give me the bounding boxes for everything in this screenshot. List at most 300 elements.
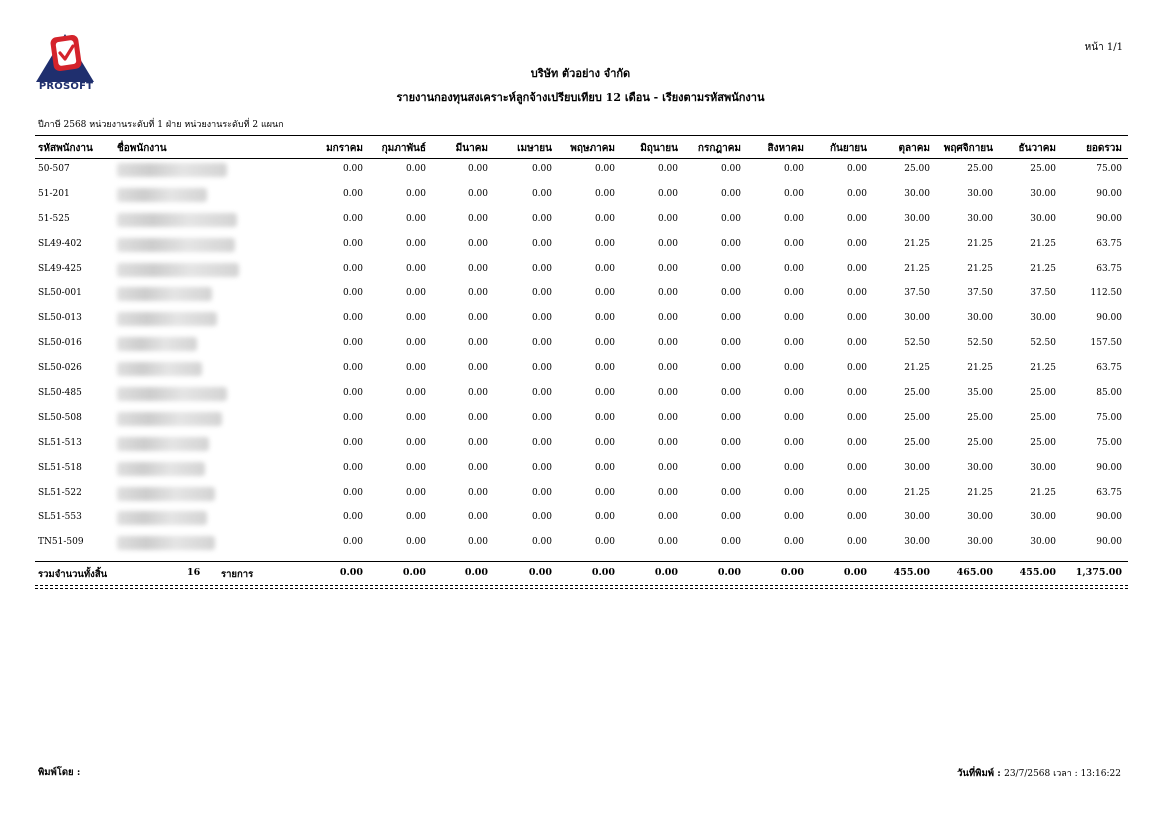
table-row xyxy=(35,234,1128,259)
col-header-m12: ธันวาคม xyxy=(1018,143,1056,154)
table-row xyxy=(35,408,1128,433)
cell-m10: 25.00 xyxy=(904,437,930,448)
summary-m12: 455.00 xyxy=(1019,567,1056,579)
cell-m5: 0.00 xyxy=(594,437,615,448)
cell-m3: 0.00 xyxy=(467,288,488,299)
cell-m10: 30.00 xyxy=(904,188,930,199)
table-row xyxy=(35,433,1128,458)
cell-m5: 0.00 xyxy=(594,412,615,423)
printed-by-label: พิมพ์โดย : xyxy=(38,767,81,778)
cell-m2: 0.00 xyxy=(405,388,426,399)
employee-code: SL51-522 xyxy=(38,487,82,498)
cell-m6: 0.00 xyxy=(657,188,678,199)
cell-m3: 0.00 xyxy=(467,487,488,498)
cell-m12: 21.25 xyxy=(1030,363,1056,374)
cell-m12: 25.00 xyxy=(1030,388,1056,399)
col-header-m1: มกราคม xyxy=(326,143,363,154)
cell-m5: 0.00 xyxy=(594,313,615,324)
employee-code: 51-201 xyxy=(38,188,70,199)
cell-m9: 0.00 xyxy=(846,188,867,199)
table-row xyxy=(35,358,1128,383)
cell-m9: 0.00 xyxy=(846,338,867,349)
cell-m11: 25.00 xyxy=(967,412,993,423)
employee-name-redacted xyxy=(117,263,239,277)
table-row xyxy=(35,383,1128,408)
cell-m8: 0.00 xyxy=(783,188,804,199)
cell-m10: 21.25 xyxy=(904,263,930,274)
summary-count: 16 xyxy=(187,567,201,579)
cell-m9: 0.00 xyxy=(846,388,867,399)
cell-m1: 0.00 xyxy=(342,338,363,349)
summary-m8: 0.00 xyxy=(780,567,804,579)
col-header-m7: กรกฎาคม xyxy=(697,143,741,154)
cell-m9: 0.00 xyxy=(846,164,867,174)
report-title: รายงานกองทุนสงเคราะห์ลูกจ้างเปรียบเทียบ 12 เดือน - เรียงตามรหัสพนักงาน xyxy=(396,91,765,104)
employee-name-redacted xyxy=(117,536,215,550)
cell-m4: 0.00 xyxy=(531,213,552,224)
cell-m2: 0.00 xyxy=(405,487,426,498)
cell-m1: 0.00 xyxy=(342,462,363,473)
employee-name-redacted xyxy=(117,213,237,227)
table-row xyxy=(35,159,1128,184)
cell-m5: 0.00 xyxy=(594,363,615,374)
cell-m11: 21.25 xyxy=(967,487,993,498)
cell-m2: 0.00 xyxy=(405,537,426,548)
cell-total: 157.50 xyxy=(1090,338,1122,349)
page-number: หน้า 1/1 xyxy=(1084,42,1123,53)
cell-m11: 25.00 xyxy=(967,164,993,174)
cell-m6: 0.00 xyxy=(657,537,678,548)
summary-m11: 465.00 xyxy=(956,567,993,579)
col-header-m11: พฤศจิกายน xyxy=(943,143,993,154)
employee-code: SL49-425 xyxy=(38,263,82,274)
cell-m12: 25.00 xyxy=(1030,412,1056,423)
cell-m5: 0.00 xyxy=(594,388,615,399)
summary-unit: รายการ xyxy=(221,569,254,581)
cell-m1: 0.00 xyxy=(342,313,363,324)
cell-m9: 0.00 xyxy=(846,238,867,249)
employee-code: SL50-026 xyxy=(38,363,82,374)
cell-m2: 0.00 xyxy=(405,164,426,174)
cell-m7: 0.00 xyxy=(720,213,741,224)
cell-m3: 0.00 xyxy=(467,537,488,548)
summary-m7: 0.00 xyxy=(717,567,741,579)
cell-m7: 0.00 xyxy=(720,512,741,523)
col-header-m3: มีนาคม xyxy=(455,143,488,154)
cell-m3: 0.00 xyxy=(467,164,488,174)
cell-total: 75.00 xyxy=(1096,164,1122,174)
employee-name-redacted xyxy=(117,412,222,426)
summary-m6: 0.00 xyxy=(654,567,678,579)
employee-name-redacted xyxy=(117,287,212,301)
table-row xyxy=(35,483,1128,508)
cell-m9: 0.00 xyxy=(846,462,867,473)
cell-m12: 30.00 xyxy=(1030,462,1056,473)
logo-text: PROSOFT xyxy=(38,81,94,92)
summary-label: รวมจำนวนทั้งสิ้น xyxy=(38,569,108,581)
cell-total: 75.00 xyxy=(1096,437,1122,448)
cell-m11: 30.00 xyxy=(967,188,993,199)
cell-m8: 0.00 xyxy=(783,338,804,349)
cell-m6: 0.00 xyxy=(657,338,678,349)
employee-name-redacted xyxy=(117,188,207,202)
cell-m8: 0.00 xyxy=(783,512,804,523)
cell-m2: 0.00 xyxy=(405,313,426,324)
cell-total: 75.00 xyxy=(1096,412,1122,423)
cell-m3: 0.00 xyxy=(467,188,488,199)
cell-m3: 0.00 xyxy=(467,263,488,274)
cell-m11: 35.00 xyxy=(967,388,993,399)
cell-m10: 25.00 xyxy=(904,388,930,399)
cell-m5: 0.00 xyxy=(594,188,615,199)
cell-m5: 0.00 xyxy=(594,164,615,174)
cell-m9: 0.00 xyxy=(846,487,867,498)
cell-total: 90.00 xyxy=(1096,462,1122,473)
cell-m3: 0.00 xyxy=(467,238,488,249)
print-date-value: 23/7/2568 เวลา : 13:16:22 xyxy=(1004,769,1121,779)
summary-m10: 455.00 xyxy=(893,567,930,579)
cell-m1: 0.00 xyxy=(342,363,363,374)
cell-m5: 0.00 xyxy=(594,537,615,548)
cell-m12: 30.00 xyxy=(1030,512,1056,523)
cell-m8: 0.00 xyxy=(783,263,804,274)
cell-m2: 0.00 xyxy=(405,462,426,473)
company-name: บริษัท ตัวอย่าง จำกัด xyxy=(530,67,631,80)
cell-m10: 30.00 xyxy=(904,213,930,224)
cell-m8: 0.00 xyxy=(783,213,804,224)
cell-m3: 0.00 xyxy=(467,388,488,399)
cell-m5: 0.00 xyxy=(594,338,615,349)
cell-total: 90.00 xyxy=(1096,512,1122,523)
cell-m8: 0.00 xyxy=(783,164,804,174)
cell-m4: 0.00 xyxy=(531,412,552,423)
summary-row xyxy=(35,561,1128,585)
employee-name-redacted xyxy=(117,238,235,252)
cell-m7: 0.00 xyxy=(720,388,741,399)
employee-name-redacted xyxy=(117,337,197,351)
cell-m8: 0.00 xyxy=(783,437,804,448)
cell-m8: 0.00 xyxy=(783,487,804,498)
cell-m9: 0.00 xyxy=(846,213,867,224)
cell-m4: 0.00 xyxy=(531,487,552,498)
double-underline xyxy=(35,585,1128,589)
cell-m10: 30.00 xyxy=(904,313,930,324)
cell-m12: 30.00 xyxy=(1030,313,1056,324)
table-row xyxy=(35,283,1128,308)
cell-m3: 0.00 xyxy=(467,313,488,324)
table-row xyxy=(35,532,1128,557)
cell-m9: 0.00 xyxy=(846,437,867,448)
cell-m4: 0.00 xyxy=(531,388,552,399)
cell-m11: 21.25 xyxy=(967,238,993,249)
cell-m4: 0.00 xyxy=(531,164,552,174)
print-date-label: วันที่พิมพ์ : xyxy=(957,768,1001,779)
cell-m10: 30.00 xyxy=(904,512,930,523)
cell-m3: 0.00 xyxy=(467,512,488,523)
cell-m2: 0.00 xyxy=(405,213,426,224)
cell-m1: 0.00 xyxy=(342,512,363,523)
cell-m1: 0.00 xyxy=(342,388,363,399)
cell-m7: 0.00 xyxy=(720,288,741,299)
cell-m10: 21.25 xyxy=(904,363,930,374)
summary-total: 1,375.00 xyxy=(1075,567,1122,579)
cell-m4: 0.00 xyxy=(531,437,552,448)
cell-m10: 21.25 xyxy=(904,487,930,498)
cell-m5: 0.00 xyxy=(594,512,615,523)
cell-m5: 0.00 xyxy=(594,213,615,224)
cell-m5: 0.00 xyxy=(594,462,615,473)
cell-m2: 0.00 xyxy=(405,338,426,349)
cell-m6: 0.00 xyxy=(657,164,678,174)
cell-m1: 0.00 xyxy=(342,263,363,274)
cell-m11: 21.25 xyxy=(967,363,993,374)
cell-m4: 0.00 xyxy=(531,338,552,349)
cell-m7: 0.00 xyxy=(720,338,741,349)
cell-m1: 0.00 xyxy=(342,164,363,174)
cell-m11: 30.00 xyxy=(967,213,993,224)
cell-m9: 0.00 xyxy=(846,537,867,548)
cell-m1: 0.00 xyxy=(342,537,363,548)
cell-m1: 0.00 xyxy=(342,437,363,448)
cell-m9: 0.00 xyxy=(846,412,867,423)
col-header-m9: กันยายน xyxy=(829,143,867,154)
employee-code: SL51-553 xyxy=(38,512,82,523)
cell-m8: 0.00 xyxy=(783,412,804,423)
cell-m12: 21.25 xyxy=(1030,238,1056,249)
employee-code: SL50-001 xyxy=(38,288,82,299)
cell-m7: 0.00 xyxy=(720,462,741,473)
cell-m8: 0.00 xyxy=(783,313,804,324)
cell-m6: 0.00 xyxy=(657,288,678,299)
cell-m7: 0.00 xyxy=(720,263,741,274)
cell-m7: 0.00 xyxy=(720,313,741,324)
cell-m12: 30.00 xyxy=(1030,537,1056,548)
cell-m1: 0.00 xyxy=(342,213,363,224)
table-row xyxy=(35,259,1128,284)
col-header-m4: เมษายน xyxy=(517,143,552,154)
cell-m3: 0.00 xyxy=(467,363,488,374)
cell-m10: 52.50 xyxy=(904,338,930,349)
cell-m12: 30.00 xyxy=(1030,188,1056,199)
employee-code: SL50-485 xyxy=(38,388,82,399)
cell-total: 63.75 xyxy=(1096,238,1122,249)
cell-m6: 0.00 xyxy=(657,363,678,374)
cell-m6: 0.00 xyxy=(657,238,678,249)
summary-m3: 0.00 xyxy=(464,567,488,579)
col-header-m2: กุมภาพันธ์ xyxy=(381,143,426,154)
employee-name-redacted xyxy=(117,163,227,177)
cell-total: 112.50 xyxy=(1090,288,1122,299)
cell-m8: 0.00 xyxy=(783,238,804,249)
cell-total: 85.00 xyxy=(1096,388,1122,399)
employee-code: SL49-402 xyxy=(38,238,82,249)
cell-m12: 25.00 xyxy=(1030,164,1056,174)
table-header xyxy=(35,135,1128,159)
cell-m9: 0.00 xyxy=(846,512,867,523)
cell-m7: 0.00 xyxy=(720,164,741,174)
cell-m11: 30.00 xyxy=(967,313,993,324)
employee-name-redacted xyxy=(117,462,205,476)
cell-m1: 0.00 xyxy=(342,288,363,299)
cell-m11: 30.00 xyxy=(967,512,993,523)
cell-m6: 0.00 xyxy=(657,412,678,423)
cell-m3: 0.00 xyxy=(467,462,488,473)
cell-m1: 0.00 xyxy=(342,188,363,199)
table-row xyxy=(35,209,1128,234)
cell-m12: 37.50 xyxy=(1030,288,1056,299)
cell-m3: 0.00 xyxy=(467,437,488,448)
cell-m2: 0.00 xyxy=(405,238,426,249)
summary-m4: 0.00 xyxy=(528,567,552,579)
col-header-m8: สิงหาคม xyxy=(767,143,804,154)
cell-m10: 25.00 xyxy=(904,164,930,174)
cell-m6: 0.00 xyxy=(657,437,678,448)
cell-m5: 0.00 xyxy=(594,263,615,274)
employee-code: SL50-016 xyxy=(38,338,82,349)
cell-m10: 25.00 xyxy=(904,412,930,423)
cell-m11: 30.00 xyxy=(967,537,993,548)
cell-m8: 0.00 xyxy=(783,537,804,548)
employee-name-redacted xyxy=(117,511,207,525)
cell-m4: 0.00 xyxy=(531,313,552,324)
col-header-m5: พฤษภาคม xyxy=(570,143,615,154)
cell-m4: 0.00 xyxy=(531,537,552,548)
employee-name-redacted xyxy=(117,362,202,376)
employee-name-redacted xyxy=(117,437,209,451)
cell-m2: 0.00 xyxy=(405,188,426,199)
cell-m7: 0.00 xyxy=(720,188,741,199)
cell-total: 63.75 xyxy=(1096,487,1122,498)
cell-m11: 52.50 xyxy=(967,338,993,349)
cell-m5: 0.00 xyxy=(594,288,615,299)
cell-m5: 0.00 xyxy=(594,487,615,498)
cell-m4: 0.00 xyxy=(531,263,552,274)
cell-m12: 21.25 xyxy=(1030,487,1056,498)
cell-m3: 0.00 xyxy=(467,412,488,423)
cell-m12: 25.00 xyxy=(1030,437,1056,448)
cell-m9: 0.00 xyxy=(846,288,867,299)
cell-m10: 30.00 xyxy=(904,462,930,473)
employee-name-redacted xyxy=(117,487,215,501)
cell-m4: 0.00 xyxy=(531,238,552,249)
cell-m4: 0.00 xyxy=(531,363,552,374)
cell-m2: 0.00 xyxy=(405,512,426,523)
cell-m11: 37.50 xyxy=(967,288,993,299)
employee-code: TN51-509 xyxy=(38,537,84,548)
cell-m11: 30.00 xyxy=(967,462,993,473)
cell-m8: 0.00 xyxy=(783,462,804,473)
col-header-total: ยอดรวม xyxy=(1086,143,1122,154)
table-body xyxy=(35,159,1128,557)
cell-m7: 0.00 xyxy=(720,412,741,423)
cell-total: 90.00 xyxy=(1096,188,1122,199)
cell-m7: 0.00 xyxy=(720,487,741,498)
table-row xyxy=(35,333,1128,358)
cell-total: 63.75 xyxy=(1096,363,1122,374)
cell-m4: 0.00 xyxy=(531,288,552,299)
cell-m6: 0.00 xyxy=(657,512,678,523)
cell-m2: 0.00 xyxy=(405,437,426,448)
cell-m2: 0.00 xyxy=(405,288,426,299)
cell-total: 90.00 xyxy=(1096,213,1122,224)
cell-m6: 0.00 xyxy=(657,487,678,498)
employee-code: SL50-508 xyxy=(38,412,82,423)
cell-m5: 0.00 xyxy=(594,238,615,249)
cell-m7: 0.00 xyxy=(720,238,741,249)
cell-m9: 0.00 xyxy=(846,363,867,374)
cell-m10: 21.25 xyxy=(904,238,930,249)
summary-m5: 0.00 xyxy=(591,567,615,579)
cell-m4: 0.00 xyxy=(531,512,552,523)
employee-code: SL51-513 xyxy=(38,437,82,448)
employee-code: SL50-013 xyxy=(38,313,82,324)
col-header-m6: มิถุนายน xyxy=(640,143,678,154)
table-row xyxy=(35,458,1128,483)
cell-m3: 0.00 xyxy=(467,338,488,349)
cell-m9: 0.00 xyxy=(846,313,867,324)
cell-m1: 0.00 xyxy=(342,487,363,498)
cell-m11: 25.00 xyxy=(967,437,993,448)
cell-m11: 21.25 xyxy=(967,263,993,274)
cell-m7: 0.00 xyxy=(720,537,741,548)
cell-m8: 0.00 xyxy=(783,388,804,399)
cell-m6: 0.00 xyxy=(657,313,678,324)
cell-m8: 0.00 xyxy=(783,288,804,299)
report-table xyxy=(35,135,1128,589)
summary-m2: 0.00 xyxy=(402,567,426,579)
table-row xyxy=(35,308,1128,333)
cell-m10: 30.00 xyxy=(904,537,930,548)
cell-m4: 0.00 xyxy=(531,188,552,199)
cell-m12: 52.50 xyxy=(1030,338,1056,349)
cell-m8: 0.00 xyxy=(783,363,804,374)
cell-m2: 0.00 xyxy=(405,263,426,274)
summary-m1: 0.00 xyxy=(339,567,363,579)
cell-m6: 0.00 xyxy=(657,388,678,399)
print-date xyxy=(957,766,1121,781)
cell-total: 90.00 xyxy=(1096,537,1122,548)
cell-m4: 0.00 xyxy=(531,462,552,473)
employee-code: SL51-518 xyxy=(38,462,82,473)
employee-name-redacted xyxy=(117,312,217,326)
cell-m7: 0.00 xyxy=(720,437,741,448)
cell-m12: 21.25 xyxy=(1030,263,1056,274)
cell-m6: 0.00 xyxy=(657,462,678,473)
table-row xyxy=(35,184,1128,209)
cell-m3: 0.00 xyxy=(467,213,488,224)
col-header-code: รหัสพนักงาน xyxy=(38,143,93,154)
col-header-name: ชื่อพนักงาน xyxy=(117,143,167,154)
col-header-m10: ตุลาคม xyxy=(898,143,930,154)
employee-code: 51-525 xyxy=(38,213,70,224)
report-filter: ปีภาษี 2568 หน่วยงานระดับที่ 1 ฝ่าย หน่วยงานระดับที่ 2 แผนก xyxy=(38,120,284,130)
cell-m1: 0.00 xyxy=(342,412,363,423)
cell-m1: 0.00 xyxy=(342,238,363,249)
employee-name-redacted xyxy=(117,387,227,401)
cell-m2: 0.00 xyxy=(405,363,426,374)
cell-m6: 0.00 xyxy=(657,213,678,224)
summary-m9: 0.00 xyxy=(843,567,867,579)
cell-m10: 37.50 xyxy=(904,288,930,299)
cell-m6: 0.00 xyxy=(657,263,678,274)
cell-m9: 0.00 xyxy=(846,263,867,274)
cell-m7: 0.00 xyxy=(720,363,741,374)
cell-total: 63.75 xyxy=(1096,263,1122,274)
cell-m2: 0.00 xyxy=(405,412,426,423)
cell-total: 90.00 xyxy=(1096,313,1122,324)
table-row xyxy=(35,507,1128,532)
employee-code: 50-507 xyxy=(38,164,70,174)
